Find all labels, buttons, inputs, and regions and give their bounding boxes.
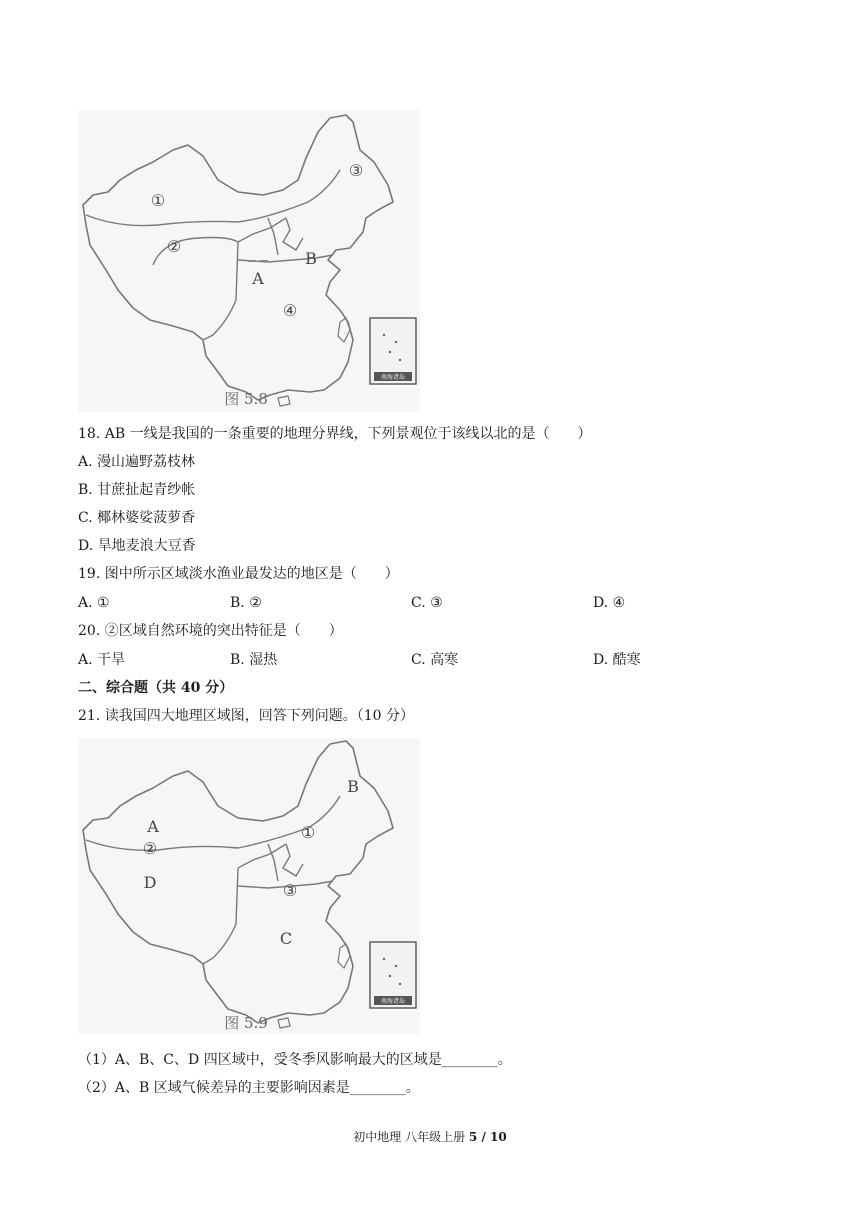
question-19-option-c: C. ③ [411, 595, 443, 611]
label-boundary-1: ① [300, 823, 316, 842]
question-20-stem: 20. ②区域自然环境的突出特征是（ ） [78, 623, 343, 639]
question-19-option-b: B. ② [230, 595, 262, 611]
hainan-island [278, 396, 290, 406]
question-20-option-d: D. 酷寒 [593, 652, 641, 668]
inset-label: 南海诸岛 [380, 374, 406, 381]
question-21-sub-1: （1）A、B、C、D 四区域中，受冬季风影响最大的区域是________。 [78, 1052, 512, 1068]
label-point-b: B [305, 249, 317, 268]
region-boundaries [86, 170, 340, 340]
label-region-3: ③ [348, 161, 364, 180]
question-20-option-a: A. 干旱 [78, 652, 126, 668]
label-region-d: D [143, 873, 157, 892]
map-5-9-svg [78, 738, 420, 1034]
question-19-option-d: D. ④ [593, 595, 626, 611]
label-boundary-3: ③ [282, 881, 298, 900]
map-5-8-svg [78, 110, 420, 412]
question-19-option-a: A. ① [78, 595, 110, 611]
south-china-sea-inset [370, 942, 416, 1008]
question-20-option-b: B. 湿热 [230, 652, 278, 668]
question-19-stem: 19. 图中所示区域淡水渔业最发达的地区是（ ） [78, 566, 399, 582]
section-2-title: 二、综合题（共 40 分） [78, 680, 234, 696]
label-region-b: B [347, 777, 359, 796]
footer-text: 初中地理 八年级上册 [353, 1130, 469, 1144]
question-18-option-b: B. 甘蔗扯起青纱帐 [78, 482, 196, 498]
figure-caption: 图 5.8 [224, 390, 268, 408]
question-20-option-c: C. 高寒 [411, 652, 459, 668]
question-21-stem: 21. 读我国四大地理区域图，回答下列问题。（10 分） [78, 708, 414, 724]
question-18-option-a: A. 漫山遍野荔枝林 [78, 454, 196, 470]
label-region-4: ④ [282, 301, 298, 320]
question-21-sub-2: （2）A、B 区域气候差异的主要影响因素是________。 [78, 1080, 420, 1096]
label-point-a: A [252, 269, 264, 288]
hainan-island [278, 1018, 290, 1028]
china-regions-map-5-8 [78, 110, 420, 412]
label-boundary-2: ② [142, 839, 158, 858]
label-region-c: C [279, 929, 293, 948]
figure-caption: 图 5.9 [224, 1014, 268, 1032]
label-region-2: ② [166, 237, 182, 256]
label-region-1: ① [150, 191, 166, 210]
china-regions-map-5-9 [78, 738, 420, 1034]
question-18-stem: 18. AB 一线是我国的一条重要的地理分界线，下列景观位于该线以北的是（ ） [78, 426, 592, 442]
question-18-option-d: D. 旱地麦浪大豆香 [78, 538, 196, 554]
page-number: 5 / 10 [468, 1130, 507, 1144]
label-region-a: A [147, 817, 159, 836]
south-china-sea-inset [370, 318, 416, 384]
region-boundaries [86, 796, 340, 964]
page-footer [0, 1128, 860, 1145]
question-18-option-c: C. 椰林婆娑菠萝香 [78, 510, 196, 526]
inset-label: 南海诸岛 [380, 998, 406, 1005]
